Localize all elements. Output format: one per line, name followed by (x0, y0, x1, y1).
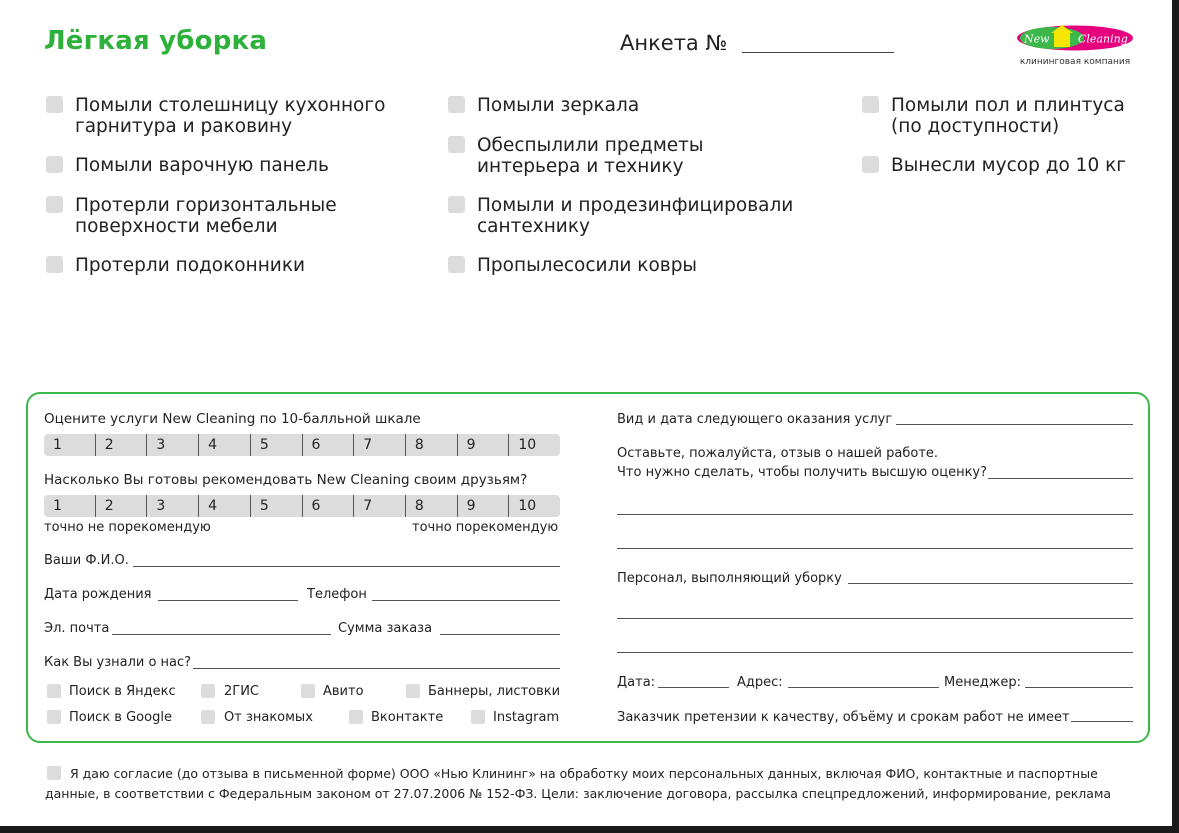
birth-date-field[interactable] (158, 600, 298, 601)
staff-field[interactable] (848, 583, 1133, 584)
scale-option[interactable]: 5 (250, 434, 302, 456)
source-label: 2ГИС (224, 684, 260, 699)
scale-min-label: точно не порекомендую (44, 520, 211, 535)
next-service-field[interactable] (896, 424, 1133, 425)
scale-option[interactable]: 9 (457, 434, 509, 456)
task-item: Обеспылили предметы интерьера и технику (477, 135, 704, 177)
logo-text-new: New (1024, 32, 1050, 46)
scale-option[interactable]: 4 (198, 495, 250, 517)
task-item: Помыли и продезинфицировали сантехнику (477, 195, 794, 237)
task-item: Помыли столешницу кухонного гарнитура и раковину (75, 95, 386, 137)
source-checkbox-2gis[interactable] (201, 684, 215, 698)
scale-option[interactable]: 8 (405, 434, 457, 456)
review-field-line[interactable] (617, 514, 1133, 515)
consent-text-line2: данные, в соответствии с Федеральным законом от 27.07.2006 № 152-ФЗ. Цели: заключение договора, рассылка спецпредложений, информирование, реклама (45, 786, 1112, 801)
scale-option[interactable]: 2 (95, 495, 147, 517)
staff-field-line[interactable] (617, 618, 1133, 619)
scale-option[interactable]: 1 (53, 498, 62, 514)
source-label: Поиск в Яндекс (69, 684, 176, 699)
source-label: Поиск в Google (69, 710, 172, 725)
task-checkbox[interactable] (862, 156, 879, 173)
source-label: Вконтакте (371, 710, 444, 725)
form-number-field[interactable] (742, 52, 894, 53)
source-label: Instagram (493, 710, 560, 725)
claims-signature-field[interactable] (1071, 721, 1133, 722)
email-field[interactable] (112, 634, 331, 635)
scale-option[interactable]: 10 (508, 495, 560, 517)
fio-field[interactable] (133, 566, 560, 567)
scale-option[interactable]: 3 (146, 495, 198, 517)
consent-checkbox[interactable] (47, 766, 61, 780)
task-item: Протерли подоконники (75, 255, 306, 276)
task-checkbox[interactable] (46, 96, 63, 113)
address-label: Адрес: (737, 675, 783, 690)
scale-option[interactable]: 10 (508, 434, 560, 456)
fio-label: Ваши Ф.И.О. (44, 553, 129, 568)
task-checkbox[interactable] (46, 156, 63, 173)
task-checkbox[interactable] (448, 136, 465, 153)
staff-field-line[interactable] (617, 652, 1133, 653)
review-field-line[interactable] (617, 548, 1133, 549)
source-checkbox-avito[interactable] (301, 684, 315, 698)
manager-label: Менеджер: (944, 675, 1022, 690)
scale-option[interactable]: 4 (198, 434, 250, 456)
review-field[interactable] (988, 478, 1133, 479)
source-checkbox-yandex[interactable] (47, 684, 61, 698)
birth-date-label: Дата рождения (44, 587, 152, 602)
task-item: Протерли горизонтальные поверхности мебели (75, 195, 337, 237)
scale-option[interactable]: 5 (250, 495, 302, 517)
source-checkbox-instagram[interactable] (471, 710, 485, 724)
scale-option[interactable]: 7 (353, 495, 405, 517)
task-item: Помыли варочную панель (75, 155, 329, 176)
scale-option[interactable]: 3 (146, 434, 198, 456)
source-checkbox-google[interactable] (47, 710, 61, 724)
email-label: Эл. почта (44, 621, 110, 636)
task-checkbox[interactable] (46, 256, 63, 273)
logo-text-cleaning: Cleaning (1078, 32, 1128, 46)
recommend-scale (44, 495, 560, 517)
date-field[interactable] (658, 687, 729, 688)
logo-subtitle: клининговая компания (1019, 57, 1131, 67)
source-field[interactable] (193, 668, 560, 669)
task-checkbox[interactable] (448, 196, 465, 213)
task-item: Помыли зеркала (477, 95, 640, 116)
source-checkbox-friends[interactable] (201, 710, 215, 724)
scale-option[interactable]: 6 (302, 495, 354, 517)
address-field[interactable] (788, 687, 939, 688)
scale-option[interactable]: 7 (353, 434, 405, 456)
task-checkbox[interactable] (448, 96, 465, 113)
next-service-label: Вид и дата следующего оказания услуг (617, 412, 893, 427)
recommend-question: Насколько Вы готовы рекомендовать New Cleaning своим друзьям? (44, 472, 528, 488)
scale-option[interactable]: 8 (405, 495, 457, 517)
task-item: Помыли пол и плинтуса (по доступности) (891, 95, 1125, 137)
task-item: Вынесли мусор до 10 кг (891, 155, 1126, 176)
task-checkbox[interactable] (46, 196, 63, 213)
logo-house-icon (1054, 32, 1070, 47)
source-checkbox-banners[interactable] (406, 684, 420, 698)
date-label: Дата: (617, 675, 656, 690)
review-prompt: Оставьте, пожалуйста, отзыв о нашей работе. (617, 446, 939, 461)
page-title: Лёгкая уборка (44, 26, 268, 56)
claims-label: Заказчик претензии к качеству, объёму и срокам работ не имеет (617, 710, 1070, 725)
source-question: Как Вы узнали о нас? (44, 655, 192, 670)
rating-scale (44, 434, 560, 456)
phone-label: Телефон (307, 587, 367, 602)
scale-option[interactable]: 1 (53, 437, 62, 453)
task-checkbox[interactable] (448, 256, 465, 273)
source-label: Баннеры, листовки (428, 684, 561, 699)
phone-field[interactable] (372, 600, 560, 601)
scale-max-label: точно порекомендую (412, 520, 559, 535)
staff-label: Персонал, выполняющий уборку (617, 571, 842, 586)
task-checkbox[interactable] (862, 96, 879, 113)
manager-field[interactable] (1025, 687, 1133, 688)
scale-option[interactable]: 9 (457, 495, 509, 517)
form-number-label: Анкета № (620, 31, 728, 55)
scale-option[interactable]: 2 (95, 434, 147, 456)
rate-question: Оцените услуги New Cleaning по 10-балльной шкале (44, 411, 421, 427)
source-checkbox-vk[interactable] (349, 710, 363, 724)
order-sum-label: Сумма заказа (338, 621, 433, 636)
order-sum-field[interactable] (440, 634, 560, 635)
consent-text-line1: Я даю согласие (до отзыва в письменной форме) ООО «Нью Клининг» на обработку моих персональных данных, включая ФИО, контактные и паспортные (70, 766, 1098, 781)
scale-option[interactable]: 6 (302, 434, 354, 456)
task-item: Пропылесосили ковры (477, 255, 698, 276)
source-label: От знакомых (224, 710, 313, 725)
review-question: Что нужно сделать, чтобы получить высшую оценку? (617, 465, 988, 480)
source-label: Авито (323, 684, 364, 699)
